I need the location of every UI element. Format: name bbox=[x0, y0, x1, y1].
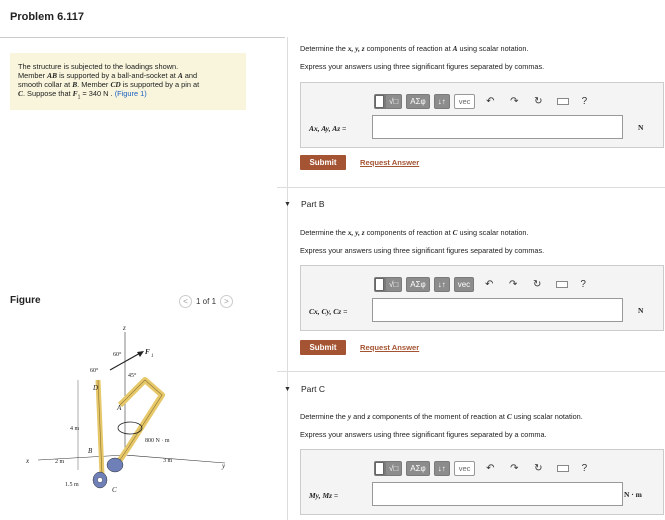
point-b-label: B bbox=[88, 447, 93, 455]
prev-figure-button[interactable]: < bbox=[179, 295, 192, 308]
undo-icon[interactable]: ↶ bbox=[486, 96, 495, 107]
part-c-toolbar bbox=[374, 461, 593, 476]
help-icon[interactable]: ? bbox=[580, 279, 586, 290]
greek-button[interactable]: ΑΣφ bbox=[407, 278, 428, 291]
keyboard-icon[interactable] bbox=[557, 465, 569, 472]
vec-button[interactable]: vec bbox=[455, 278, 473, 291]
part-b-toolbar bbox=[374, 277, 592, 292]
part-c-instructions: Express your answers using three significant figures separated by a comma. bbox=[300, 430, 547, 439]
reset-icon[interactable]: ↻ bbox=[532, 279, 542, 290]
reset-icon[interactable]: ↻ bbox=[534, 96, 543, 107]
f1-sub-label: 1 bbox=[151, 354, 154, 359]
part-a-instructions: Express your answers using three significant figures separated by commas. bbox=[300, 62, 545, 71]
part-a-request-answer-link[interactable]: Request Answer bbox=[360, 158, 420, 167]
part-a-answer-input[interactable] bbox=[372, 115, 623, 139]
help-icon[interactable]: ? bbox=[581, 463, 588, 474]
part-a-submit-button[interactable]: Submit bbox=[300, 155, 346, 170]
collar-b bbox=[107, 458, 123, 472]
point-c-label: C bbox=[112, 486, 117, 494]
help-icon[interactable]: ? bbox=[581, 96, 588, 107]
figure-pager bbox=[179, 295, 233, 308]
y-axis bbox=[125, 455, 225, 463]
part-c-answer-label: My, Mz = bbox=[309, 491, 339, 500]
undo-icon[interactable]: ↶ bbox=[486, 463, 495, 474]
part-b-answer-input[interactable] bbox=[372, 298, 623, 322]
pager-text: 1 of 1 bbox=[196, 297, 217, 306]
keyboard-icon[interactable] bbox=[556, 281, 568, 288]
figure-link[interactable]: (Figure 1) bbox=[114, 89, 147, 98]
part-a-answer-box bbox=[300, 82, 664, 148]
templates-button[interactable]: √□ bbox=[386, 95, 401, 108]
figure-label: Figure bbox=[10, 295, 41, 306]
part-b-answer-label: Cx, Cy, Cz = bbox=[309, 307, 348, 316]
page-title: Problem 6.117 bbox=[10, 11, 84, 23]
problem-line-4: C. Suppose that $F_1 = 340$ N . (Figure 1) bbox=[18, 89, 147, 101]
angle-60-top: 60° bbox=[113, 352, 122, 358]
dim-2m: 2 m bbox=[55, 459, 65, 465]
part-a-unit: N bbox=[638, 123, 644, 132]
templates-button[interactable]: √□ bbox=[386, 278, 401, 291]
problem-line-3: smooth collar at B. Member CD is supported by a pin at bbox=[18, 80, 200, 89]
panel-splitter bbox=[287, 37, 288, 520]
z-axis-label: z bbox=[123, 324, 126, 332]
part-a-answer-label: Ax, Ay, Az = bbox=[309, 124, 347, 133]
point-d-label: D bbox=[93, 384, 99, 392]
moment-label: 800 N · m bbox=[145, 438, 170, 444]
angle-45: 45° bbox=[128, 373, 137, 379]
dim-4m: 4 m bbox=[70, 426, 80, 432]
part-c-answer-box bbox=[300, 449, 664, 515]
vec-button[interactable]: vec bbox=[454, 94, 476, 109]
part-b-header[interactable]: ▼ Part B bbox=[284, 199, 325, 209]
x-axis-label: x bbox=[26, 457, 30, 465]
next-figure-button[interactable]: > bbox=[220, 295, 233, 308]
point-a-label: A bbox=[117, 404, 122, 412]
greek-button[interactable]: ΑΣφ bbox=[407, 462, 428, 475]
problem-statement bbox=[10, 53, 246, 110]
problem-line-1: The structure is subjected to the loadings shown. bbox=[18, 62, 179, 71]
redo-icon[interactable]: ↷ bbox=[508, 279, 518, 290]
left-divider bbox=[0, 37, 285, 38]
angle-60-side: 60° bbox=[90, 368, 99, 374]
dim-3m: 3 m bbox=[163, 458, 173, 464]
part-b-instructions: Express your answers using three significant figures separated by commas. bbox=[300, 246, 545, 255]
part-b-question: Determine the x, y, z components of reaction at C using scalar notation. Express your answers using three significant figures separated by commas. bbox=[300, 228, 660, 255]
part-b-answer-box bbox=[300, 265, 664, 331]
structure-figure bbox=[20, 320, 250, 515]
keyboard-icon[interactable] bbox=[557, 98, 569, 105]
redo-icon[interactable]: ↷ bbox=[510, 463, 519, 474]
part-b-unit: N bbox=[638, 306, 644, 315]
part-c-question: Determine the y and z components of the moment of reaction at C using scalar notation. Express your answers using three significant figures separated by a comma. bbox=[300, 412, 660, 439]
part-c-header[interactable]: ▼ Part C bbox=[284, 384, 326, 394]
part-a-toolbar bbox=[374, 94, 593, 109]
y-axis-label: y bbox=[222, 462, 226, 470]
part-b-submit-button[interactable]: Submit bbox=[300, 340, 346, 355]
dim-1-5m: 1.5 m bbox=[65, 482, 79, 488]
f1-label: F bbox=[145, 348, 150, 356]
greek-button[interactable]: ΑΣφ bbox=[407, 95, 428, 108]
reset-icon[interactable]: ↻ bbox=[534, 463, 543, 474]
vec-button[interactable]: vec bbox=[454, 461, 476, 476]
undo-icon[interactable]: ↶ bbox=[484, 279, 494, 290]
part-c-unit: N · m bbox=[624, 490, 642, 499]
arrows-button[interactable]: ↓↑ bbox=[435, 95, 449, 108]
arrows-button[interactable]: ↓↑ bbox=[435, 278, 449, 291]
collapse-icon: ▼ bbox=[284, 200, 291, 208]
part-a-question: Determine the x, y, z components of reaction at A using scalar notation. Express your answers using three significant figures separated by commas. bbox=[300, 44, 660, 71]
part-c-answer-input[interactable] bbox=[372, 482, 623, 506]
collapse-icon: ▼ bbox=[284, 385, 291, 393]
templates-button[interactable]: √□ bbox=[386, 462, 401, 475]
problem-line-2: Member AB is supported by a ball-and-socket at A and bbox=[18, 71, 198, 80]
member-ab bbox=[120, 380, 162, 460]
redo-icon[interactable]: ↷ bbox=[510, 96, 519, 107]
arrows-button[interactable]: ↓↑ bbox=[435, 462, 449, 475]
part-b-request-answer-link[interactable]: Request Answer bbox=[360, 343, 420, 352]
